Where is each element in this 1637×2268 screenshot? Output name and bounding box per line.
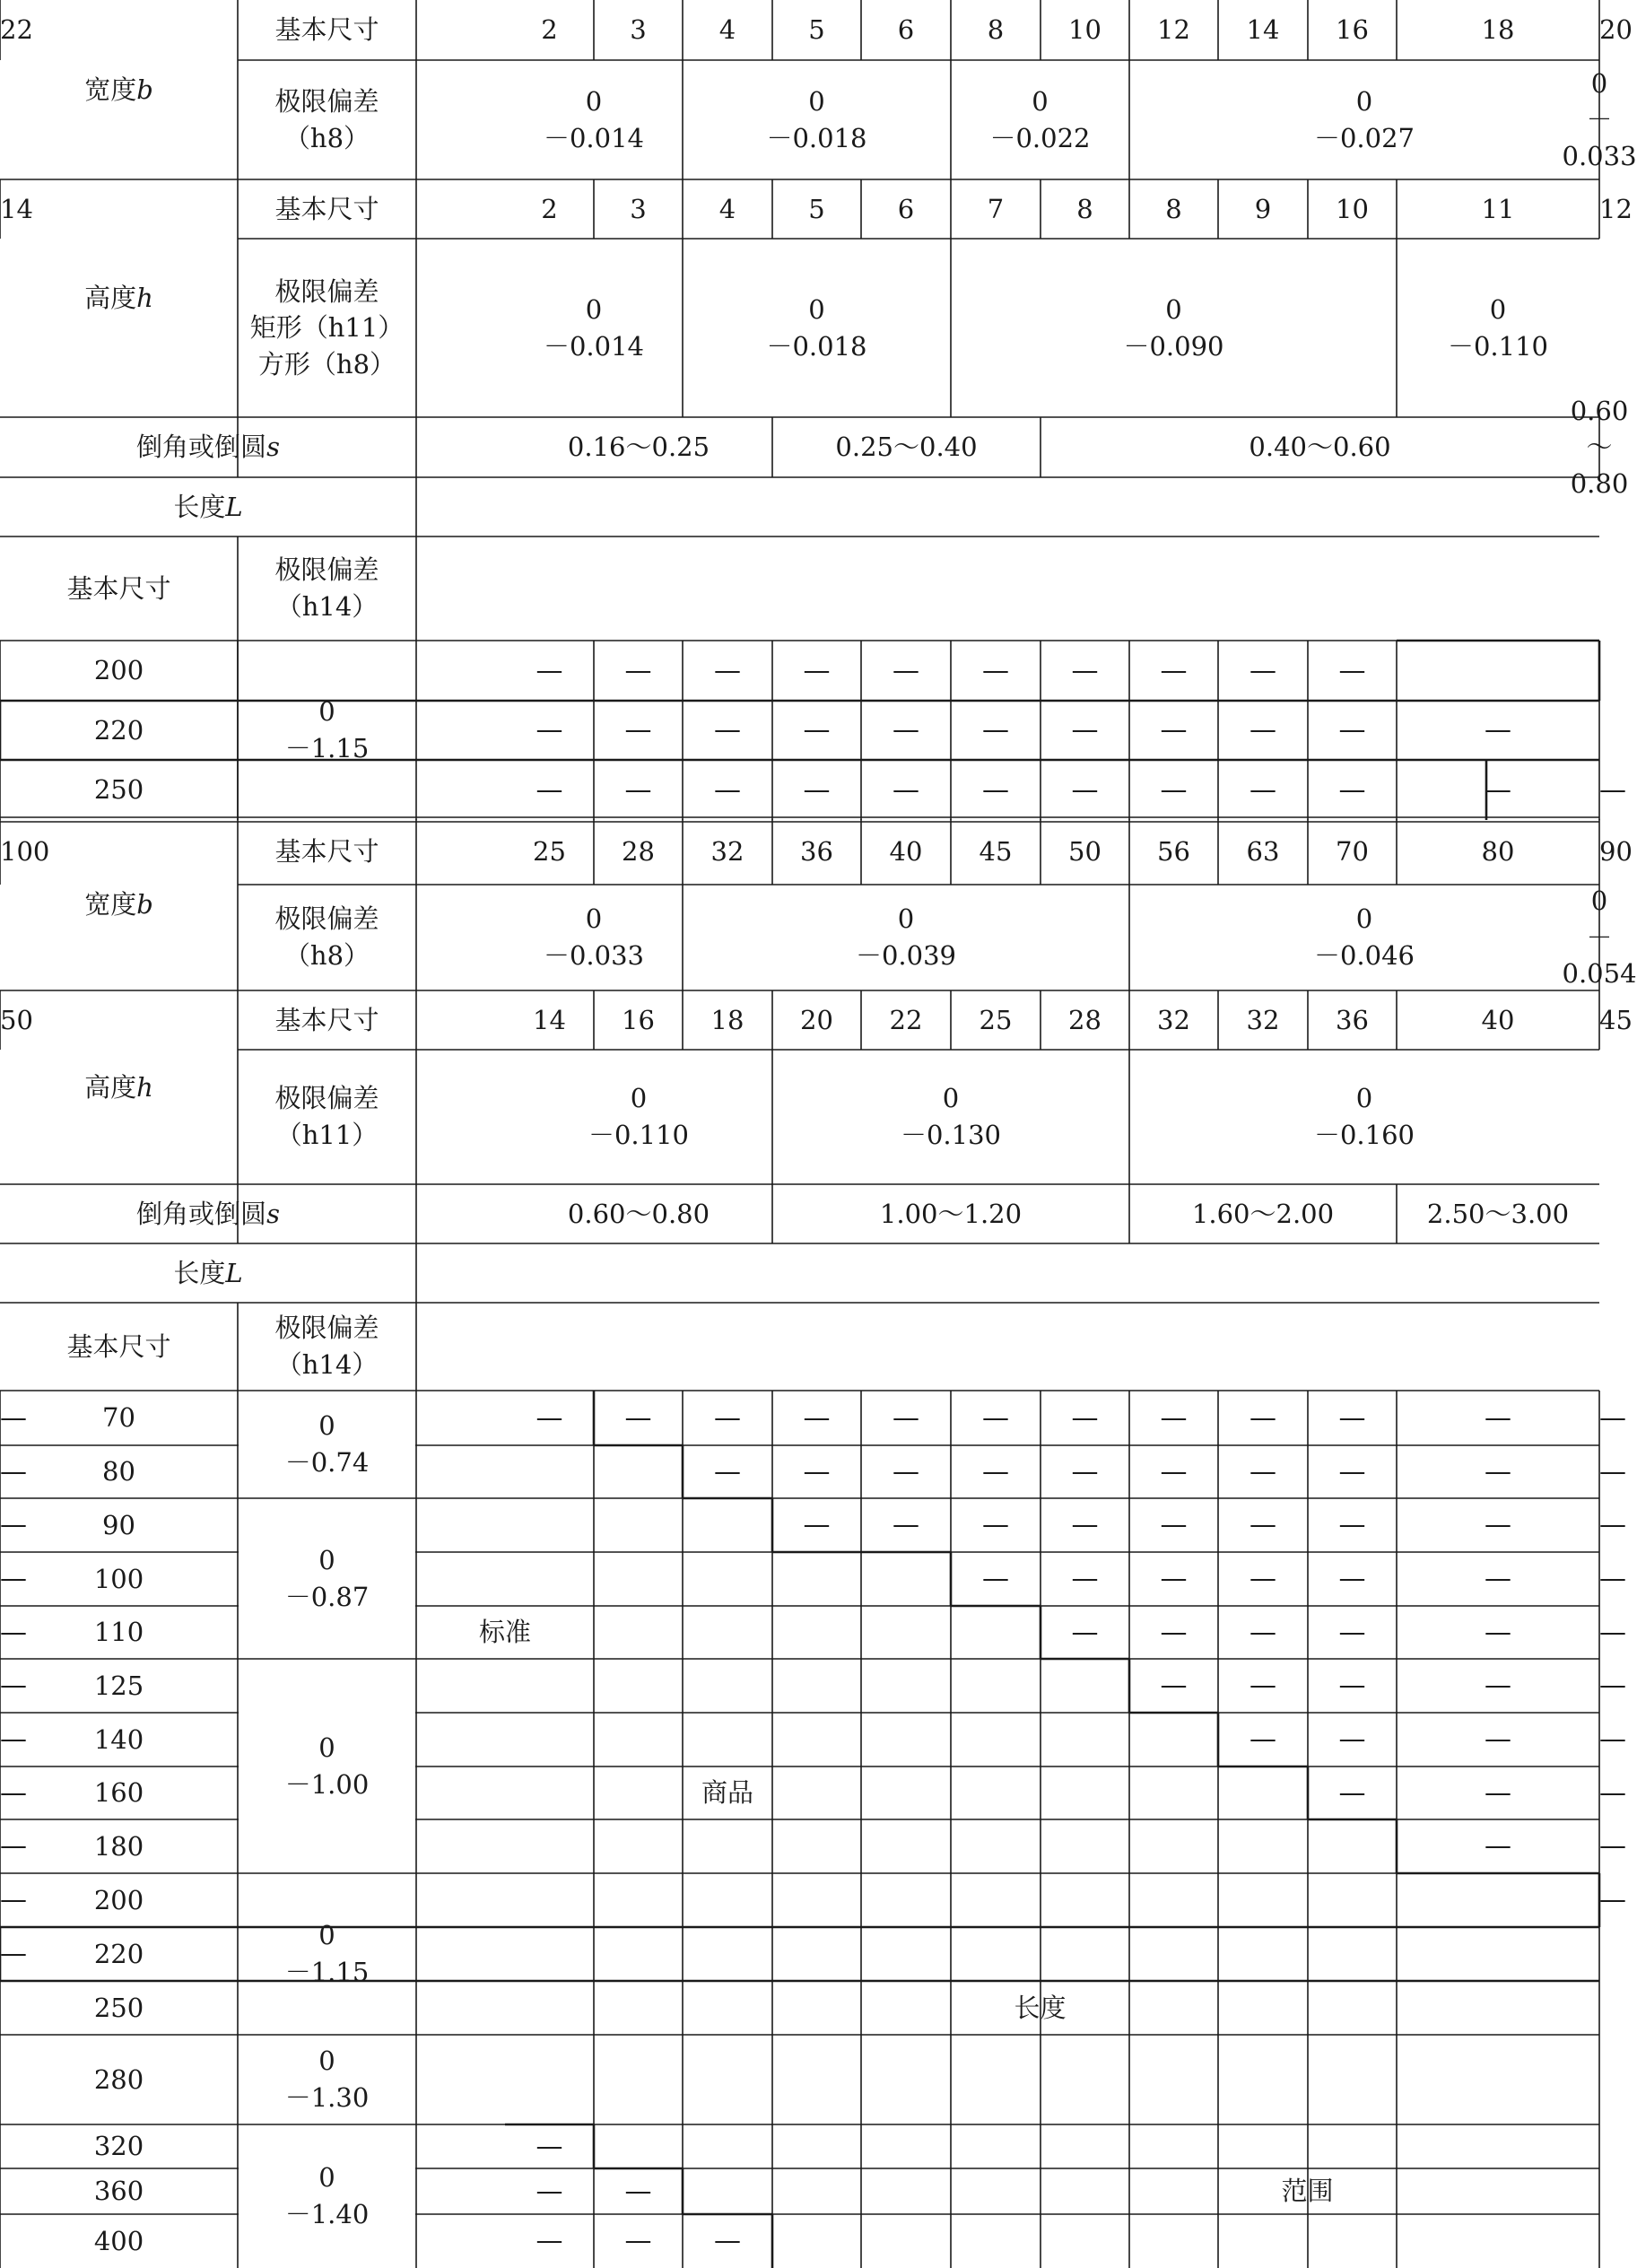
height-tolerance-cell: 0 －0.130	[900, 1083, 1002, 1150]
empty-dash: —	[1338, 1616, 1366, 1648]
height-h-label-text: 高度	[84, 1071, 137, 1103]
limit-deviation-label: 极限偏差 （h8）	[274, 85, 379, 153]
length-l-label	[0, 477, 416, 536]
length-value-cell: 280	[93, 2063, 144, 2095]
empty-dash: —	[982, 1563, 1009, 1594]
width-size-cell: 6	[897, 14, 915, 46]
empty-dash: —	[0, 1830, 27, 1862]
width-size-cell: 32	[710, 836, 744, 868]
width-size-cell: 63	[1246, 836, 1280, 868]
width-size-cell: 50	[1068, 836, 1101, 868]
empty-dash: —	[1160, 773, 1188, 806]
height-size-cell: 10	[1336, 193, 1369, 224]
empty-dash: —	[0, 1509, 27, 1540]
chamfer-value-cell: 0.16～0.25	[567, 432, 710, 463]
empty-dash: —	[1160, 1401, 1188, 1434]
height-tolerance-cell: 0 －0.018	[766, 293, 867, 362]
height-size-cell: 22	[889, 1004, 923, 1035]
limit-deviation-label: 极限偏差 矩形（h11） 方形（h8）	[249, 275, 405, 379]
empty-dash: —	[1160, 1509, 1188, 1540]
chamfer-s-label	[0, 1184, 416, 1243]
empty-dash: —	[536, 2130, 563, 2162]
empty-dash: —	[1250, 654, 1276, 686]
length-tolerance-cell: 0 －1.00	[284, 1732, 370, 1800]
width-tolerance-cell: 0 －0.033	[543, 903, 645, 971]
width-size-cell: 25	[533, 836, 566, 868]
width-b-label-text: 宽度	[84, 889, 137, 920]
empty-dash: —	[1160, 654, 1188, 686]
length-l-label	[0, 1243, 416, 1303]
width-size-cell: 12	[1157, 14, 1190, 46]
length-value-cell: 360	[93, 2176, 144, 2207]
length-l-label-text: 长度	[173, 491, 226, 522]
empty-dash: —	[803, 714, 831, 746]
height-size-cell: 5	[808, 193, 825, 224]
empty-dash: —	[536, 654, 563, 686]
height-tolerance-cell: 0 －0.110	[588, 1083, 690, 1150]
width-size-cell: 3	[630, 14, 647, 46]
empty-dash: —	[1599, 1884, 1626, 1915]
chamfer-value-cell: 0.25～0.40	[835, 432, 978, 463]
height-size-cell: 3	[630, 193, 647, 224]
width-size-cell: 22	[0, 14, 33, 46]
empty-dash: —	[1599, 1723, 1626, 1755]
height-size-cell: 2	[541, 193, 558, 224]
length-value-cell: 80	[102, 1456, 135, 1487]
length-value-cell: 140	[93, 1723, 144, 1755]
empty-dash: —	[1071, 1455, 1099, 1487]
limit-deviation-label: 极限偏差 （h8）	[274, 903, 379, 971]
empty-dash: —	[1599, 1401, 1626, 1434]
width-size-cell: 36	[800, 836, 833, 868]
empty-dash: —	[1599, 1455, 1626, 1487]
height-size-cell: 16	[622, 1004, 655, 1035]
height-h-label-variable: h	[136, 1071, 153, 1103]
empty-dash: —	[624, 714, 652, 746]
empty-dash: —	[1160, 1563, 1188, 1594]
empty-dash: —	[1485, 1616, 1511, 1648]
empty-dash: —	[624, 654, 652, 686]
height-h-label-text: 高度	[84, 283, 137, 314]
length-value-cell: 200	[93, 1884, 144, 1915]
empty-dash: —	[1250, 1563, 1276, 1594]
empty-dash: —	[536, 714, 563, 746]
length-tolerance-cell: 0 －0.74	[284, 1410, 370, 1478]
empty-dash: —	[0, 1670, 27, 1701]
width-b-label-variable: b	[136, 889, 153, 920]
chamfer-s-label-text: 倒角或倒圆	[136, 1198, 267, 1229]
width-tolerance-cell: 0 －0.018	[766, 85, 867, 153]
empty-dash: —	[0, 1616, 27, 1648]
height-tolerance-cell: 0 －0.160	[1313, 1083, 1415, 1150]
limit-deviation-label: 极限偏差 （h11）	[274, 1083, 379, 1150]
empty-dash: —	[1071, 714, 1099, 746]
length-value-cell: 110	[93, 1617, 144, 1648]
empty-dash: —	[803, 654, 831, 686]
empty-dash: —	[536, 773, 563, 806]
empty-dash: —	[1338, 1670, 1366, 1701]
width-b-label-variable: b	[136, 74, 153, 105]
empty-dash: —	[1338, 1563, 1366, 1594]
length-value-cell: 90	[102, 1509, 135, 1540]
basic-size-label: 基本尺寸	[66, 1330, 171, 1362]
width-size-cell: 16	[1336, 14, 1369, 46]
empty-dash: —	[1485, 1509, 1511, 1540]
width-size-cell: 10	[1068, 14, 1101, 46]
empty-dash: —	[803, 773, 831, 806]
empty-dash: —	[1250, 1723, 1276, 1755]
empty-dash: —	[1250, 1616, 1276, 1648]
empty-dash: —	[1250, 1509, 1276, 1540]
chamfer-s-label-variable: s	[266, 1198, 280, 1229]
empty-dash: —	[1071, 1509, 1099, 1540]
height-tolerance-cell: 0 －0.090	[1123, 293, 1224, 362]
empty-dash: —	[1599, 1509, 1626, 1540]
region-label-commodity: 商品	[701, 1777, 753, 1809]
empty-dash: —	[0, 1563, 27, 1594]
height-size-cell: 25	[979, 1004, 1013, 1035]
width-size-cell: 2	[541, 14, 558, 46]
height-size-cell: 4	[718, 193, 736, 224]
empty-dash: —	[1485, 1563, 1511, 1594]
height-size-cell: 40	[1481, 1004, 1515, 1035]
empty-dash: —	[1599, 1830, 1626, 1862]
empty-dash: —	[714, 1455, 741, 1487]
width-size-cell: 5	[808, 14, 825, 46]
table-cells: 宽度 b 基本尺寸 2 3 4 5 6 8 10 12 14 16 18 20 22 极限偏差 （h8） 0 －0.014 0 －0.018 0 －0.022 0 －0.027 0 －0.033 高度 h 基本尺寸 2 3 4 5 6 7 8 8 9 10 11 12 14 极限偏差 矩形（h11） 方形（h8） 0 －0.014 0 －0.018 0 －0.090 0 －0.110 倒角或倒圆 s 0.16～0.25 0.25～0.40 0.40～0.60 0.60～0.80 长度 L 基本尺寸 极限偏差 （h14） 200 220 250 0 －1.15 — — — — — — — — — — — — — — — — — — — — — — — — — — — — — — — — — 宽度 b 基本尺寸 25 28 32 36 40 45 50 56 63 70 80 90 100 极限偏差 （h8） 0 －0.033 0 －0.039 0 －0.046 0 －0.054 高度 h 基本尺寸 14 16 18 20 22 25 28 32 32 36 40 45 50 极限偏差 （h11） 0 －0.110 0 －0.130 0 －0.160 倒角或倒圆 s 0.60～0.80 1.00～1.20 1.60～2.00 2.50～3.00 长度 L 基本尺寸 极限偏差 （h14） 70 80 90 100 110 125 140 160 180 200 220 250 280 320 360 400 0 －0.74 0 －0.87 0 －1.00 0 －1.15 0 －1.30 0 －1.40 — — — — — — — — — — — — — — — — — — — — — — — — — — — — — — — — — — — — — — — — — — — — — — — — — — — — — — — — — — — — — — — — — — — — — — — — — — — — 标准 商品 长度 范围	[0, 0, 1599, 2268]
empty-dash: —	[893, 773, 919, 806]
length-tolerance-cell: 0 －1.30	[284, 2046, 370, 2113]
length-value-cell: 250	[93, 1992, 144, 2023]
width-size-cell: 90	[1599, 836, 1633, 868]
empty-dash: —	[982, 1509, 1009, 1540]
width-size-cell: 28	[622, 836, 655, 868]
height-size-cell: 20	[800, 1004, 833, 1035]
chamfer-value-cell: 2.50～3.00	[1426, 1198, 1570, 1229]
length-l-label-text: 长度	[173, 1257, 226, 1288]
height-size-cell: 32	[1246, 1004, 1280, 1035]
empty-dash: —	[714, 773, 741, 806]
empty-dash: —	[1599, 1563, 1626, 1594]
length-tolerance-cell: 0 －1.40	[284, 2162, 370, 2229]
height-h-label	[0, 179, 238, 417]
empty-dash: —	[1599, 1670, 1626, 1701]
empty-dash: —	[982, 1455, 1009, 1487]
width-tolerance-cell: 0 －0.022	[989, 85, 1091, 153]
empty-dash: —	[893, 714, 919, 746]
empty-dash: —	[803, 1509, 831, 1540]
length-value-cell: 160	[93, 1777, 144, 1809]
empty-dash: —	[1485, 1401, 1511, 1434]
width-size-cell: 8	[987, 14, 1005, 46]
empty-dash: —	[1250, 1455, 1276, 1487]
empty-dash: —	[536, 2225, 563, 2256]
empty-dash: —	[982, 773, 1009, 806]
height-size-cell: 18	[710, 1004, 744, 1035]
width-tolerance-cell: 0 －0.039	[855, 903, 957, 971]
empty-dash: —	[1338, 1723, 1366, 1755]
width-size-cell: 4	[718, 14, 736, 46]
chamfer-s-label-variable: s	[266, 432, 280, 463]
basic-size-label: 基本尺寸	[274, 193, 379, 224]
height-size-cell: 28	[1068, 1004, 1101, 1035]
empty-dash: —	[0, 1776, 27, 1809]
basic-size-label: 基本尺寸	[274, 1004, 379, 1035]
empty-dash: —	[1160, 714, 1188, 746]
width-size-cell: 14	[1246, 14, 1280, 46]
height-size-cell: 32	[1157, 1004, 1190, 1035]
width-size-cell: 100	[0, 836, 50, 868]
empty-dash: —	[714, 714, 741, 746]
region-label-range: 范围	[1281, 2176, 1334, 2207]
empty-dash: —	[624, 2225, 652, 2256]
chamfer-value-cell: 0.40～0.60	[1249, 432, 1391, 463]
width-b-label-text: 宽度	[84, 74, 137, 105]
empty-dash: —	[1485, 1830, 1511, 1862]
height-size-cell: 14	[0, 193, 33, 224]
height-size-cell: 7	[987, 193, 1005, 224]
width-b-label	[0, 0, 238, 179]
empty-dash: —	[1338, 773, 1366, 806]
empty-dash: —	[893, 1509, 919, 1540]
empty-dash: —	[1485, 1776, 1511, 1809]
empty-dash: —	[803, 1401, 831, 1434]
empty-dash: —	[624, 1401, 652, 1434]
height-size-cell: 36	[1336, 1004, 1369, 1035]
height-size-cell: 6	[897, 193, 915, 224]
empty-dash: —	[1599, 1616, 1626, 1648]
chamfer-s-label	[0, 417, 416, 477]
empty-dash: —	[893, 1455, 919, 1487]
empty-dash: —	[1250, 773, 1276, 806]
basic-size-label: 基本尺寸	[274, 14, 379, 46]
empty-dash: —	[0, 1884, 27, 1915]
height-size-cell: 12	[1599, 193, 1633, 224]
empty-dash: —	[1599, 1776, 1626, 1809]
empty-dash: —	[624, 2175, 652, 2207]
empty-dash: —	[1599, 773, 1626, 806]
empty-dash: —	[1338, 1776, 1366, 1809]
width-tolerance-cell: 0 －0.014	[543, 85, 645, 153]
empty-dash: —	[1071, 1616, 1099, 1648]
empty-dash: —	[893, 1401, 919, 1434]
length-l-label-variable: L	[225, 491, 243, 522]
height-tolerance-cell: 0 －0.014	[543, 293, 645, 362]
empty-dash: —	[714, 1401, 741, 1434]
height-h-label	[0, 990, 238, 1184]
chamfer-value-cell: 0.60～0.80	[567, 1198, 710, 1229]
length-value-cell: 320	[93, 2131, 144, 2162]
empty-dash: —	[0, 1401, 27, 1434]
length-tolerance-cell: 0 －1.15	[284, 696, 370, 763]
empty-dash: —	[1485, 1723, 1511, 1755]
empty-dash: —	[1338, 1455, 1366, 1487]
length-tolerance-cell: 0 －0.87	[284, 1544, 370, 1612]
empty-dash: —	[1485, 1670, 1511, 1701]
width-size-cell: 20	[1599, 14, 1633, 46]
chamfer-value-cell: 1.60～2.00	[1191, 1198, 1335, 1229]
empty-dash: —	[1160, 1670, 1188, 1701]
length-value-cell: 125	[93, 1670, 144, 1701]
empty-dash: —	[803, 1455, 831, 1487]
empty-dash: —	[536, 2175, 563, 2207]
length-value-cell: 400	[93, 2225, 144, 2256]
chamfer-s-label-text: 倒角或倒圆	[136, 432, 267, 463]
region-label-length: 长度	[1014, 1992, 1067, 2023]
length-value-cell: 70	[102, 1402, 135, 1434]
empty-dash: —	[714, 2225, 741, 2256]
width-size-cell: 56	[1157, 836, 1190, 868]
limit-deviation-label: 极限偏差 （h14）	[274, 554, 379, 622]
height-size-cell: 50	[0, 1004, 33, 1035]
empty-dash: —	[893, 654, 919, 686]
height-size-cell: 9	[1254, 193, 1272, 224]
length-value-cell: 250	[93, 774, 144, 806]
empty-dash: —	[1338, 1401, 1366, 1434]
empty-dash: —	[1250, 714, 1276, 746]
empty-dash: —	[1338, 1509, 1366, 1540]
height-size-cell: 14	[533, 1004, 566, 1035]
empty-dash: —	[1160, 1616, 1188, 1648]
empty-dash: —	[1250, 1401, 1276, 1434]
length-value-cell: 220	[93, 714, 144, 746]
empty-dash: —	[0, 1938, 27, 1969]
empty-dash: —	[1071, 773, 1099, 806]
empty-dash: —	[1485, 773, 1511, 806]
region-label-standard: 标准	[478, 1617, 531, 1648]
width-tolerance-cell: 0 －0.046	[1313, 903, 1415, 971]
height-tolerance-cell: 0 －0.110	[1447, 293, 1549, 362]
empty-dash: —	[536, 1401, 563, 1434]
length-value-cell: 180	[93, 1830, 144, 1862]
basic-size-label: 基本尺寸	[274, 836, 379, 868]
height-size-cell: 8	[1165, 193, 1182, 224]
empty-dash: —	[1338, 654, 1366, 686]
length-value-cell: 220	[93, 1938, 144, 1969]
length-l-label-variable: L	[225, 1257, 243, 1288]
empty-dash: —	[714, 654, 741, 686]
empty-dash: —	[1485, 1455, 1511, 1487]
empty-dash: —	[982, 714, 1009, 746]
limit-deviation-label: 极限偏差 （h14）	[274, 1313, 379, 1380]
empty-dash: —	[1338, 714, 1366, 746]
length-tolerance-cell: 0 －1.15	[284, 1920, 370, 1987]
height-size-cell: 11	[1481, 193, 1515, 224]
empty-dash: —	[982, 1401, 1009, 1434]
empty-dash: —	[982, 654, 1009, 686]
empty-dash: —	[624, 773, 652, 806]
chamfer-value-cell: 1.00～1.20	[879, 1198, 1023, 1229]
width-size-cell: 18	[1481, 14, 1515, 46]
height-h-label-variable: h	[136, 283, 153, 314]
height-size-cell: 8	[1076, 193, 1093, 224]
height-size-cell: 45	[1599, 1004, 1633, 1035]
width-size-cell: 40	[889, 836, 923, 868]
empty-dash: —	[1071, 1563, 1099, 1594]
length-value-cell: 100	[93, 1563, 144, 1594]
width-size-cell: 70	[1336, 836, 1369, 868]
length-value-cell: 200	[93, 655, 144, 686]
empty-dash: —	[0, 1455, 27, 1487]
empty-dash: —	[1071, 654, 1099, 686]
empty-dash: —	[1071, 1401, 1099, 1434]
width-size-cell: 45	[979, 836, 1013, 868]
width-tolerance-cell: 0 －0.027	[1313, 85, 1415, 153]
width-size-cell: 80	[1481, 836, 1515, 868]
basic-size-label: 基本尺寸	[66, 572, 171, 604]
empty-dash: —	[1250, 1670, 1276, 1701]
empty-dash: —	[1485, 714, 1511, 746]
empty-dash: —	[0, 1723, 27, 1755]
empty-dash: —	[1160, 1455, 1188, 1487]
